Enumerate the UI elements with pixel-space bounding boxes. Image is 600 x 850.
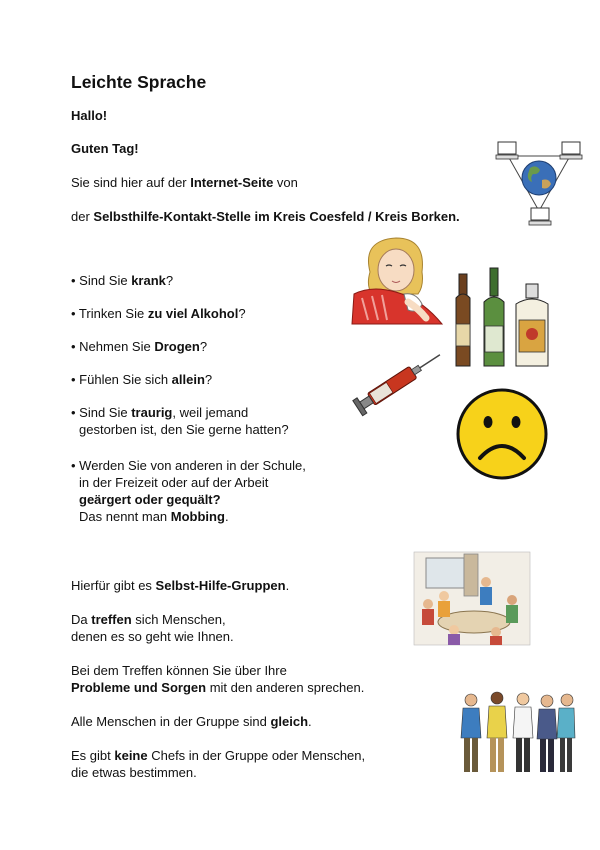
page-title: Leichte Sprache bbox=[71, 72, 207, 92]
groups-paragraph-1: Hierfür gibt es Selbst-Hilfe-Gruppen. bbox=[71, 578, 290, 593]
question-sad: • Sind Sie traurig, weil jemand gestorben ist, den Sie gerne hatten? bbox=[71, 405, 289, 437]
greeting-hello: Hallo! bbox=[71, 108, 108, 123]
sick-woman-icon bbox=[348, 232, 448, 327]
intro-line-1: Sie sind hier auf der Internet-Seite von bbox=[71, 175, 298, 190]
groups-paragraph-4: Alle Menschen in der Gruppe sind gleich. bbox=[71, 714, 312, 729]
people-group-icon bbox=[457, 690, 575, 778]
greeting-good-day: Guten Tag! bbox=[71, 141, 139, 156]
sad-smiley-icon bbox=[456, 388, 548, 480]
question-sick: • Sind Sie krank? bbox=[71, 273, 174, 288]
question-drugs: • Nehmen Sie Drogen? bbox=[71, 339, 208, 354]
question-alone: • Fühlen Sie sich allein? bbox=[71, 372, 213, 387]
alcohol-bottles-icon bbox=[450, 268, 555, 368]
question-alcohol: • Trinken Sie zu viel Alkohol? bbox=[71, 306, 246, 321]
syringe-icon bbox=[348, 345, 448, 420]
intro-line-2: der Selbsthilfe-Kontakt-Stelle im Kreis Coesfeld / Kreis Borken. bbox=[71, 209, 460, 224]
groups-paragraph-5: Es gibt keine Chefs in der Gruppe oder Menschen, die etwas bestimmen. bbox=[71, 748, 366, 780]
groups-paragraph-3: Bei dem Treffen können Sie über Ihre Probleme und Sorgen mit den anderen sprechen. bbox=[71, 663, 365, 695]
group-meeting-icon bbox=[414, 552, 530, 645]
groups-paragraph-2: Da treffen sich Menschen, denen es so geht wie Ihnen. bbox=[71, 612, 234, 644]
question-mobbing: • Werden Sie von anderen in der Schule, in der Freizeit oder auf der Arbeit geärgert oder gequält? Das nennt man Mobbing. bbox=[71, 458, 306, 524]
network-globe-icon bbox=[494, 136, 584, 231]
